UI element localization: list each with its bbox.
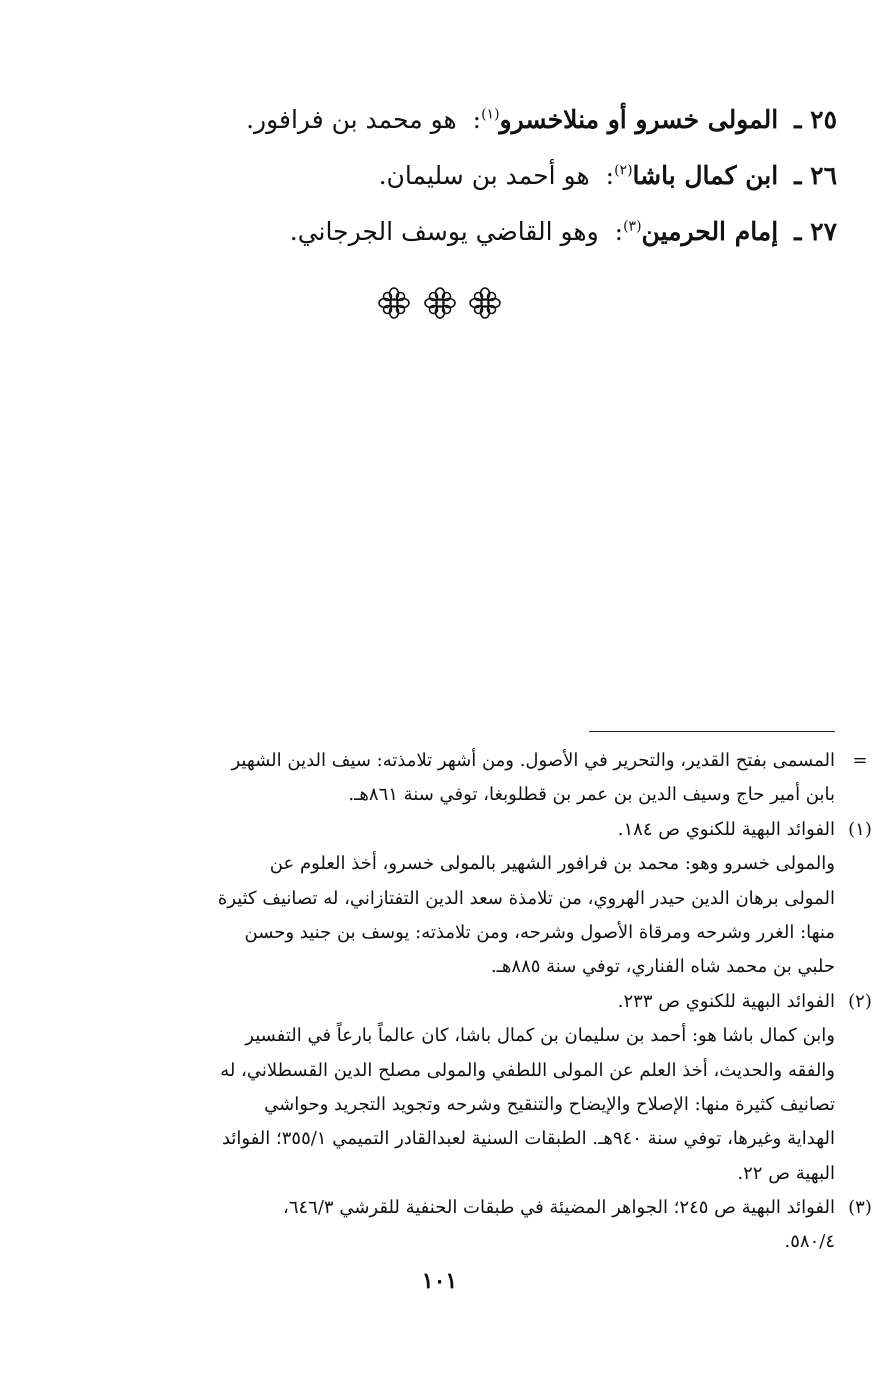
entry-list <box>117 92 837 260</box>
footnote-ref-3[interactable]: (٣) <box>623 218 642 235</box>
footnote-line: ٥٨٠/٤. <box>784 1231 835 1253</box>
footnote-line: الفوائد البهية للكنوي ص ٢٣٣. <box>617 990 835 1012</box>
footnote-continued <box>87 744 868 813</box>
entry-number: ٢٦ ـ <box>794 161 837 190</box>
footnote-line: حلبي بن محمد شاه الفناري، توفي سنة ٨٨٥هـ. <box>490 956 835 978</box>
entry-description: هو أحمد بن سليمان. <box>378 161 590 190</box>
footnote-line: المولى برهان الدين حيدر الهروي، من تلامذة سعد الدين التفتازاني، له تصانيف كثيرة <box>217 887 835 909</box>
footnote-line: البهية ص ٢٢. <box>737 1162 835 1184</box>
flower-ornament-icon <box>468 286 502 320</box>
footnote-line: الهداية وغيرها، توفي سنة ٩٤٠هـ. الطبقات السنية لعبدالقادر التميمي ٣٥٥/١؛ الفوائد <box>221 1128 835 1150</box>
entry-description: وهو القاضي يوسف الجرجاني. <box>289 217 599 246</box>
footnote-separator <box>589 731 835 732</box>
section-divider-ornament <box>0 286 879 324</box>
entry-number: ٢٧ ـ <box>794 217 837 246</box>
footnote-line: والمولى خسرو وهو: محمد بن فرافور الشهير بالمولى خسرو، أخذ العلوم عن <box>269 853 835 875</box>
footnote-marker: = <box>852 750 868 771</box>
footnote-ref-2[interactable]: (٢) <box>614 162 633 179</box>
entry-description: هو محمد بن فرافور. <box>246 105 457 134</box>
flower-ornament-icon <box>423 286 457 320</box>
entry-25: ٢٥ ـ المولى خسرو أو منلاخسرو$^{(١)}$: هو محمد بن فرافور. <box>246 105 837 134</box>
footnote-ref-1[interactable]: (١) <box>481 106 500 123</box>
page-number: ١٠١ <box>421 1268 458 1294</box>
entry-26: ٢٦ ـ ابن كمال باشا$^{(٢)}$: هو أحمد بن سليمان. <box>378 161 837 190</box>
footnote-line: الفوائد البهية للكنوي ص ١٨٤. <box>617 818 835 840</box>
footnotes <box>87 744 872 1260</box>
footnote-line: والفقه والحديث، أخذ العلم عن المولى اللطفي والمولى مصلح الدين القسطلاني، له <box>220 1059 835 1081</box>
footnote-line: وابن كمال باشا هو: أحمد بن سليمان بن كمال باشا، كان عالماً بارعاً في التفسير <box>245 1025 835 1047</box>
entry-name: ابن كمال باشا <box>632 161 779 190</box>
entry-number: ٢٥ ـ <box>794 105 837 134</box>
footnote-marker: (٣) <box>848 1197 872 1219</box>
footnote-line: الفوائد البهية ص ٢٤٥؛ الجواهر المضيئة في طبقات الحنفية للقرشي ٦٤٦/٣، <box>283 1197 835 1219</box>
entry-27: ٢٧ ـ إمام الحرمين$^{(٣)}$: وهو القاضي يوسف الجرجاني. <box>289 217 837 246</box>
footnote-marker: (٢) <box>848 990 872 1012</box>
footnote-3 <box>87 1191 872 1260</box>
footnote-marker: (١) <box>848 818 872 840</box>
footnote-1 <box>87 813 872 985</box>
footnote-line: تصانيف كثيرة منها: الإصلاح والإيضاح والتنقيح وشرحه وتجويد التجريد وحواشي <box>264 1093 835 1115</box>
footnote-line: المسمى بفتح القدير، والتحرير في الأصول. ومن أشهر تلامذته: سيف الدين الشهير <box>231 750 835 771</box>
entry-name: المولى خسرو أو منلاخسرو <box>499 105 779 134</box>
footnote-line: بابن أمير حاج وسيف الدين بن عمر بن قطلوبغا، توفي سنة ٨٦١هـ. <box>348 784 835 806</box>
flower-ornament-icon <box>377 286 411 320</box>
footnote-2 <box>87 985 872 1191</box>
footnote-line: منها: الغرر وشرحه ومرقاة الأصول وشرحه، ومن تلامذته: يوسف بن جنيد وحسن <box>244 921 835 943</box>
entry-name: إمام الحرمين <box>641 217 779 246</box>
